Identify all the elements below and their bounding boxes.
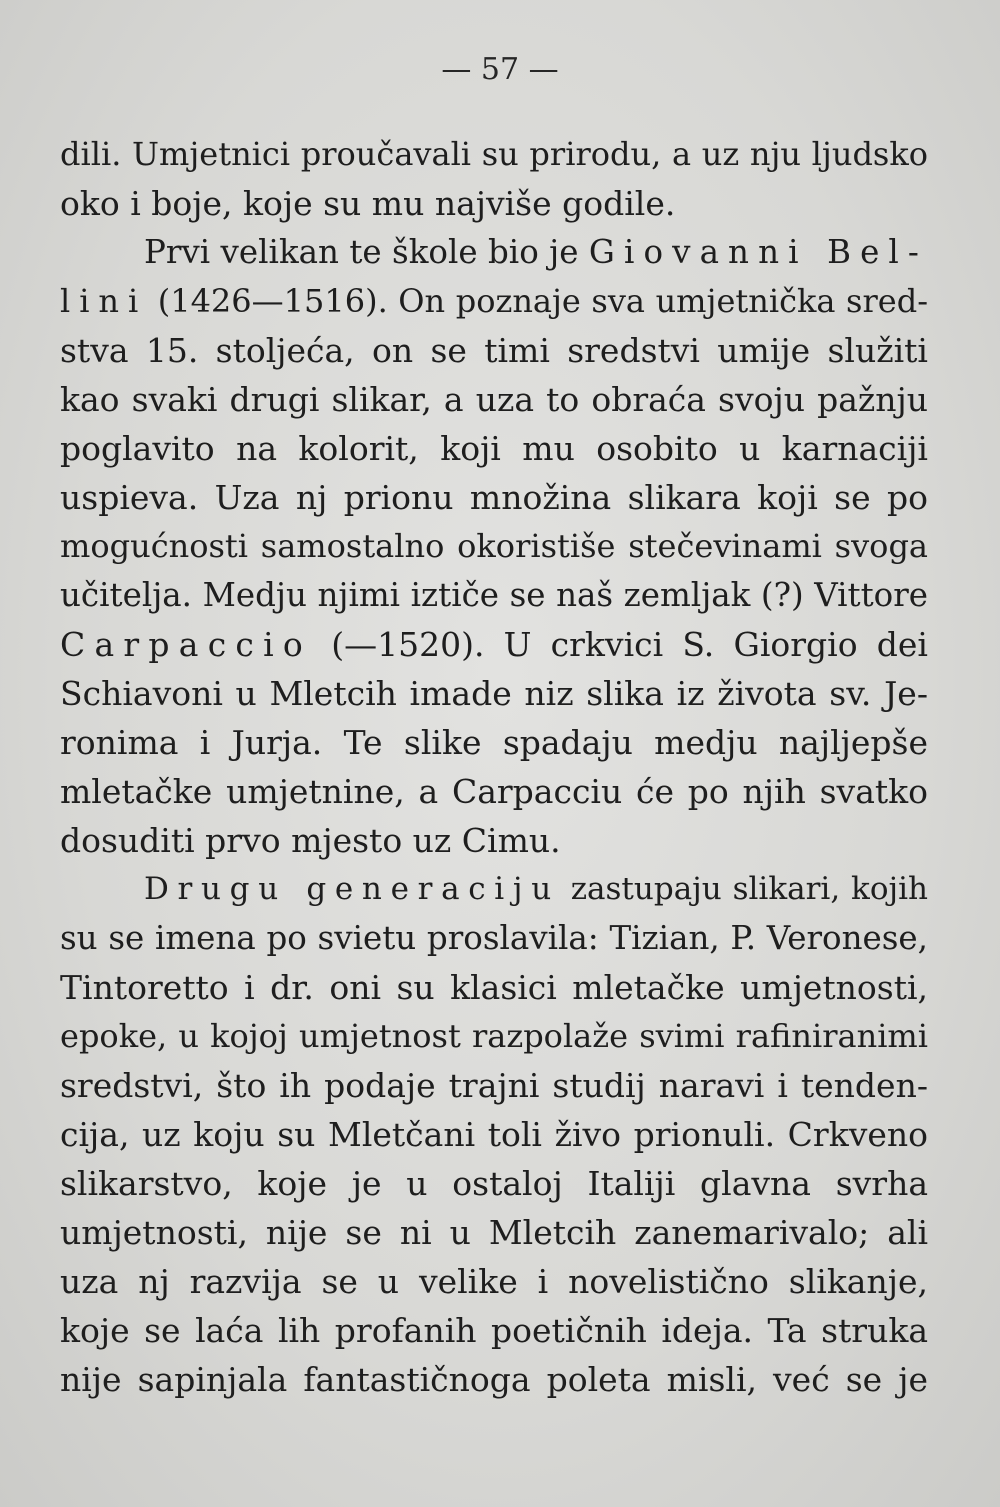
text-line: sredstvi, što ih podaje trajni studij naravi i tenden- [60, 1066, 928, 1105]
text-line: poglavito na kolorit, koji mu osobito u karnaciji [60, 429, 928, 468]
text-line [60, 277, 928, 326]
text-line: nije sapinjala fantastičnoga poleta misli, već se je [60, 1360, 928, 1399]
text-line: Tintoretto i dr. oni su klasici mletačke umjetnosti, [60, 968, 928, 1007]
text-line: ronima i Jurja. Te slike spadaju medju najljepše [60, 723, 928, 762]
text-run: Prvi velikan te škole bio je [144, 233, 589, 271]
text-line: umjetnosti, nije se ni u Mletcih zanemarivalo; ali [60, 1213, 928, 1252]
text-line: uza nj razvija se u velike i novelistično slikanje, [60, 1262, 928, 1301]
text-line: kao svaki drugi slikar, a uza to obraća svoju pažnju [60, 380, 928, 419]
text-line: dosuditi prvo mjesto uz Cimu. [60, 821, 561, 860]
text-line: uspieva. Uza nj prionu množina slikara koji se po [60, 478, 928, 517]
text-line: koje se laća lih profanih poetičnih ideja. Ta struka [60, 1311, 928, 1350]
text-line [60, 228, 928, 277]
text-line: mogućnosti samostalno okoristiše stečevinami svoga [60, 527, 928, 565]
text-line: su se imena po svietu proslavila: Tizian, P. Veronese, [60, 919, 928, 957]
text-line: mletačke umjetnine, a Carpacciu će po njih svatko [60, 772, 928, 811]
text-line: slikarstvo, koje je u ostaloj Italiji glavna svrha [60, 1164, 928, 1203]
text-line [60, 620, 928, 669]
spaced-term: Drugu generaciju [144, 871, 560, 907]
text-run: (1426—1516). On poznaje sva umjetnička sred- [147, 282, 928, 320]
text-line: stva 15. stoljeća, on se timi sredstvi umije služiti [60, 331, 928, 370]
spaced-name: Giovanni Bel- [588, 233, 928, 271]
text-line: dili. Umjetnici proučavali su prirodu, a uz nju ljudsko [60, 135, 928, 173]
text-line: Schiavoni u Mletcih imade niz slika iz života sv. Je- [60, 674, 928, 713]
text-line [60, 865, 928, 914]
text-line: epoke, u kojoj umjetnost razpolaže svimi rafiniranimi [60, 1017, 928, 1055]
spaced-name: lini [60, 282, 148, 320]
text-line: oko i boje, koje su mu najviše godile. [60, 184, 676, 223]
text-run: zastupaju slikari, kojih [559, 871, 928, 907]
text-line: cija, uz koju su Mletčani toli živo prionuli. Crkveno [60, 1115, 928, 1154]
page-number: — 57 — [441, 52, 559, 87]
text-run: (—1520). U crkvici S. Giorgio dei [312, 625, 928, 664]
body-text [60, 130, 928, 1404]
spaced-name: Carpaccio [60, 625, 313, 664]
text-line: učitelja. Medju njimi iztiče se naš zemljak (?) Vittore [60, 576, 928, 614]
